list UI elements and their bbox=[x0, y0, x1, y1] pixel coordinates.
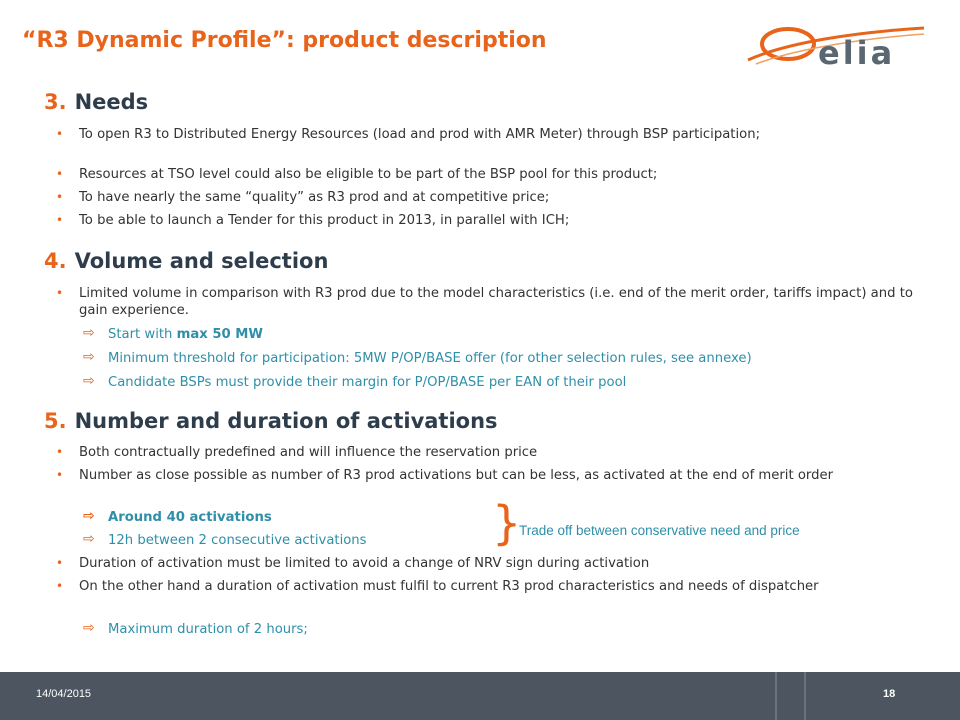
bullet-dot-icon: • bbox=[56, 190, 64, 204]
list-item-text: Number as close possible as number of R3 prod activations but can be less, as activated at the end of merit order bbox=[79, 468, 833, 483]
sub-item bbox=[83, 373, 928, 391]
sub-item-text: 12h between 2 consecutive activations bbox=[108, 533, 367, 548]
sub-item-text: Candidate BSPs must provide their margin for P/OP/BASE per EAN of their pool bbox=[108, 375, 627, 390]
section-title-text: Needs bbox=[74, 90, 149, 114]
list-item-text: Duration of activation must be limited to avoid a change of NRV sign during activation bbox=[79, 556, 650, 571]
footer-date: 14/04/2015 bbox=[36, 688, 92, 700]
list-item bbox=[56, 467, 919, 484]
arrow-right-icon: ⇨ bbox=[83, 373, 95, 389]
sub-item bbox=[83, 349, 928, 367]
list-item-text: Limited volume in comparison with R3 prod due to the model characteristics (i.e. end of the merit order, tariffs impact) and to gain experience. bbox=[79, 286, 913, 318]
bullet-dot-icon: • bbox=[56, 286, 64, 300]
arrow-right-icon: ⇨ bbox=[83, 531, 95, 547]
list-item-text: Both contractually predefined and will influence the reservation price bbox=[79, 445, 538, 460]
footer-divider bbox=[804, 672, 806, 720]
arrow-right-icon: ⇨ bbox=[83, 620, 95, 636]
list-item-text: To have nearly the same “quality” as R3 prod and at competitive price; bbox=[79, 190, 550, 205]
list-item-text: Resources at TSO level could also be eligible to be part of the BSP pool for this product; bbox=[79, 167, 658, 182]
sub-item bbox=[83, 620, 928, 638]
list-item bbox=[56, 578, 919, 595]
bullet-dot-icon: • bbox=[56, 127, 64, 141]
section-needs-title bbox=[44, 90, 148, 114]
sub-item-prefix: Start with bbox=[108, 327, 177, 342]
list-item bbox=[56, 166, 919, 183]
section-number: 4. bbox=[44, 249, 67, 273]
arrow-right-icon: ⇨ bbox=[83, 508, 95, 524]
sub-item-text: Around 40 activations bbox=[108, 510, 272, 525]
bullet-dot-icon: • bbox=[56, 445, 64, 459]
arrow-right-icon: ⇨ bbox=[83, 325, 95, 341]
list-item-text: On the other hand a duration of activation must fulfil to current R3 prod characteristics and needs of dispatcher bbox=[79, 579, 819, 594]
bullet-dot-icon: • bbox=[56, 556, 64, 570]
bullet-dot-icon: • bbox=[56, 579, 64, 593]
section-activations-title bbox=[44, 409, 498, 433]
right-brace-icon: } bbox=[492, 496, 522, 550]
page-title: “R3 Dynamic Profile”: product description bbox=[22, 28, 547, 53]
footer-bar bbox=[0, 672, 960, 720]
list-item bbox=[56, 285, 919, 319]
list-item bbox=[56, 444, 919, 461]
bullet-dot-icon: • bbox=[56, 167, 64, 181]
footer-divider bbox=[775, 672, 777, 720]
section-volume-title bbox=[44, 249, 328, 273]
list-item-text: To be able to launch a Tender for this product in 2013, in parallel with ICH; bbox=[79, 213, 570, 228]
sub-item-text: Maximum duration of 2 hours; bbox=[108, 622, 308, 637]
bullet-dot-icon: • bbox=[56, 213, 64, 227]
sub-item-bold: max 50 MW bbox=[176, 327, 263, 342]
trade-off-note: Trade off between conservative need and price bbox=[519, 523, 800, 538]
list-item bbox=[56, 126, 919, 143]
sub-item bbox=[83, 325, 928, 343]
logo-text: elia bbox=[818, 34, 896, 72]
section-title-text: Volume and selection bbox=[74, 249, 329, 273]
section-number: 5. bbox=[44, 409, 67, 433]
list-item bbox=[56, 555, 919, 572]
list-item-text: To open R3 to Distributed Energy Resources (load and prod with AMR Meter) through BSP participation; bbox=[79, 127, 761, 142]
page-number: 18 bbox=[883, 688, 896, 700]
bullet-dot-icon: • bbox=[56, 468, 64, 482]
list-item bbox=[56, 212, 919, 229]
list-item bbox=[56, 189, 919, 206]
sub-item-text: Minimum threshold for participation: 5MW P/OP/BASE offer (for other selection rules, see annexe) bbox=[108, 351, 752, 366]
section-number: 3. bbox=[44, 90, 67, 114]
arrow-right-icon: ⇨ bbox=[83, 349, 95, 365]
section-title-text: Number and duration of activations bbox=[74, 409, 498, 433]
